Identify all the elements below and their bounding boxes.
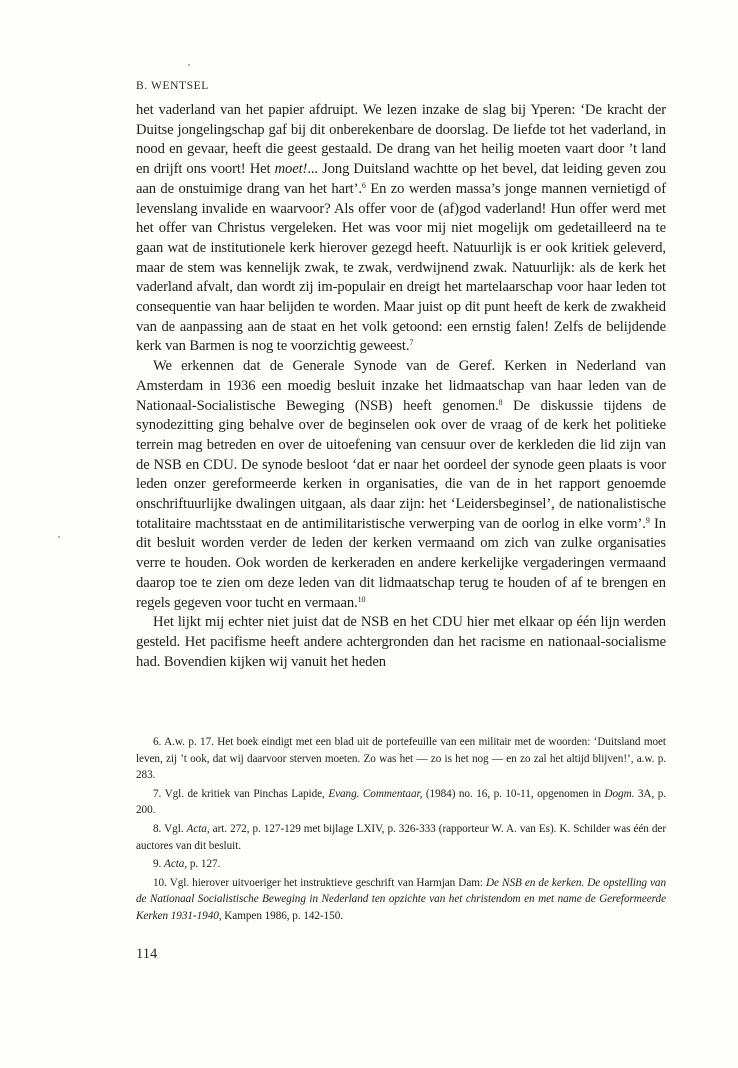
text-run: 8. Vgl.: [153, 822, 187, 835]
paragraph-1: [136, 101, 666, 357]
italic-text: Dogm.: [604, 787, 635, 800]
footnote-ref: 8: [498, 397, 503, 407]
text-run: Het lijkt mij echter niet juist dat de NSB en het CDU hier met elkaar op één lijn werden gesteld. Het pacifisme heeft andere achtergronden dan het racisme en nationaal-socialisme had. Bovendien kijken wij vanuit het heden: [136, 614, 666, 670]
text-run: De diskussie tijdens de synodezitting ging behalve over de beginselen ook over de vraag of de kerk het politieke terrein mag betreden en over de uitoefening van censuur over de kerkleden die lid zijn van de NSB en CDU. De synode besloot ‘dat er naar het oordeel der synode geen plaats is voor leden onzer gereformeerde kerken in organisaties, die van de in het rapport genoemde onschriftuurlijke dwalingen uitgaan, als daar zijn: het ‘Leidersbeginsel’, de nationalistische totalitaire machtsstaat en de antimilitaristische verwerping van de oorlog in elke vorm’.: [136, 397, 667, 532]
text-run: In dit besluit worden verder de leden der kerken vermaand om zich van zulke organisaties verre te houden. Ook worden de kerkeraden en andere kerkelijke vergaderingen vermaand daarop toe te zien om deze leden van dit lidmaatschap terug te houden of af te brengen en regels gegeven voor tucht en vermaan.: [136, 515, 666, 611]
text-run: En zo werden massa’s jonge mannen vernietigd of levenslang invalide en waarvoor? Als offer voor de (af)god vaderland! Hun offer werd met het offer van Christus vergeleken. Het was voor mij niet mogelijk om gedetailleerd na te gaan wat de institutionele kerk hierover gezegd heeft. Natuurlijk is er ook kritiek geleverd, maar de stem was kennelijk zwak, te zwak, verdwijnend zwak. Natuurlijk: als de kerk het vaderland afvalt, dan wordt zij im-populair en dreigt het martelaarschap voor haar leden tot consequentie van haar belijden te worden. Maar juist op dit punt heeft de kerk de zwakheid van de aanpassing aan de staat en het volk getoond: een ernstig falen! Zelfs de belijdende kerk van Barmen is nog te voorzichtig geweest.: [136, 180, 666, 355]
italic-text: moet!: [274, 161, 308, 178]
running-header-author: B. WENTSEL: [136, 80, 209, 92]
footnote-8: [136, 821, 666, 854]
text-run: We erkennen dat de Generale Synode van de Geref. Kerken in Nederland van Amsterdam in 1936 een moedig besluit inzake het lidmaatschap van haar leden van de Nationaal-Socialistische Beweging (NSB) heeft genomen.: [136, 358, 666, 414]
scan-speck: [188, 64, 190, 66]
page-number: 114: [136, 946, 158, 962]
footnote-6: [136, 734, 666, 784]
text-run: art. 272, p. 127-129 met bijlage LXIV, p. 326-333 (rapporteur W. A. van Es). K. Schilder was één der auctores van dit besluit.: [136, 822, 666, 852]
text-run: 10. Vgl. hierover uitvoeriger het instruktieve geschrift van Harmjan Dam:: [153, 876, 487, 889]
footnote-9: [136, 856, 666, 873]
text-run: 3A, p. 200.: [136, 787, 666, 817]
text-run: ... Jong Duitsland wachtte op het bevel, dat leiding geven zou aan de onstuimige drang van het hart’.: [136, 161, 666, 197]
italic-text: Evang. Commentaar,: [328, 787, 423, 800]
paragraph-3: [136, 613, 666, 672]
footnote-ref: 9: [645, 515, 650, 525]
footnote-7: [136, 786, 666, 819]
scan-speck: [58, 536, 60, 538]
footnote-ref: 7: [409, 338, 414, 348]
text-run: p. 127.: [187, 858, 221, 871]
footnote-ref: 6: [361, 180, 366, 190]
text-run: Kampen 1986, p. 142-150.: [221, 909, 344, 922]
footnotes: [136, 734, 666, 927]
footnote-10: [136, 875, 666, 925]
body-text: [136, 101, 666, 672]
text-run: 6. A.w. p. 17. Het boek eindigt met een blad uit de portefeuille van een militair met de woorden: ‘Duitsland moet leven, zij ’t ook, dat wij daarvoor sterven moeten. Zo was het — zo is het nog — en zo zal het altijd blijven!’, a.w. p. 283.: [136, 736, 666, 782]
italic-text: Acta,: [164, 858, 188, 871]
paragraph-2: [136, 357, 666, 613]
text-run: 9.: [153, 858, 165, 871]
text-run: (1984) no. 16, p. 10-11, opgenomen in: [422, 787, 605, 800]
footnote-ref: 10: [357, 594, 366, 604]
text-run: 7. Vgl. de kritiek van Pinchas Lapide,: [153, 787, 329, 800]
italic-text: Acta,: [186, 822, 210, 835]
text-run: het vaderland van het papier afdruipt. We lezen inzake de slag bij Yperen: ‘De kracht der Duitse jongelingschap gaf bij dit onberekenbare de doorslag. De liefde tot het vaderland, in nood en gevaar, heeft die geest gestaald. De drang van het heilig moeten vaart door ’t land en drijft ons voort! Het: [136, 102, 666, 178]
italic-text: De NSB en de kerken. De opstelling van de Nationaal Socialistische Beweging in Nederland ten opzichte van het christendom en met name de Gereformeerde Kerken 1931-1940,: [136, 876, 666, 922]
